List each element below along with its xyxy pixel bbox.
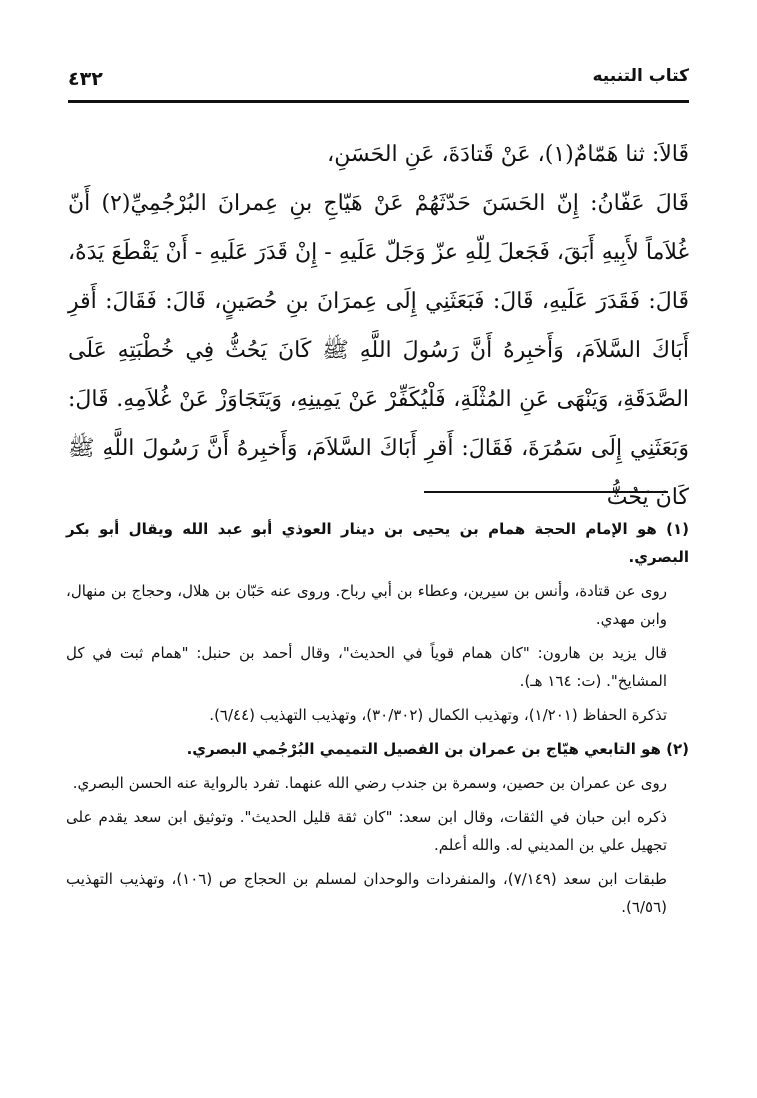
header-rule — [68, 100, 689, 103]
footnote-2-heading: (٢) هو التابعي هيّاج بن عمران بن الفصيل التميمي البُرْجُمي البصري. — [186, 740, 689, 758]
footnote-2-paragraph: روى عن عمران بن حصين، وسمرة بن جندب رضي الله عنهما. تفرد بالرواية عنه الحسن البصري. — [72, 774, 667, 792]
book-title: كتاب التنبيه — [592, 66, 689, 86]
footnote-1-heading: (١) هو الإمام الحجة همام بن يحيى بن دينار العوذي أبو عبد الله ويقال أبو بكر البصري. — [66, 520, 689, 566]
footnote-1-sources: تذكرة الحفاظ (١/٢٠١)، وتهذيب الكمال (٣٠/٣٠٢)، وتهذيب التهذيب (٦/٤٤). — [209, 706, 667, 724]
main-paragraph-1: قَالاَ: ثنا هَمّامٌ(١)، عَنْ قَتادَةَ، عَنِ الحَسَنِ، — [327, 142, 689, 167]
page-number: ٤٣٢ — [68, 68, 103, 90]
footnote-1-paragraph: قال يزيد بن هارون: "كان همام قوياً في الحديث"، وقال أحمد بن حنبل: "همام ثبت في كل المشايخ". (ت: ١٦٤ هـ). — [66, 644, 667, 690]
footnote-rule — [424, 491, 668, 493]
main-text — [68, 130, 689, 522]
footnote-2-paragraph: ذكره ابن حبان في الثقات، وقال ابن سعد: "كان ثقة قليل الحديث". وتوثيق ابن سعد يقدم على تجهيل علي بن المديني له. والله أعلم. — [66, 808, 667, 854]
page-header — [68, 62, 689, 96]
footnote-1-paragraph: روى عن قتادة، وأنس بن سيرين، وعطاء بن أبي رباح. وروى عنه حَبّان بن هلال، وحجاج بن منهال، وابن مهدي. — [66, 582, 667, 628]
main-paragraph-2: قَالَ عَفّانُ: إِنّ الحَسَنَ حَدّثَهُمْ عَنْ هَيّاجِ بنِ عِمرانَ البُرْجُمِيِّ(٢) أَنّ غُلاَماً لأَبِيهِ أَبَقَ، فَجَعلَ لِلّهِ عزّ وَجَلّ عَلَيهِ - إِنْ قَدَرَ عَلَيهِ - أَنْ يَقْطَعَ يَدَهُ، قَالَ: فَقَدَرَ عَلَيهِ، قَالَ: فَبَعَثَنِي إِلَى عِمرَانَ بنِ حُصَينٍ، قَالَ: فَقَالَ: أَقرِ أَبَاكَ السَّلاَمَ، وَأَخبِرهُ أَنَّ رَسُولَ اللَّهِ ﷺ كَانَ يَحُثُّ فِي خُطْبَتِهِ عَلَى الصَّدَقَةِ، وَيَنْهَى عَنِ المُثْلَةِ، فَلْيُكَفِّرْ عَنْ يَمِينِهِ، وَيَتَجَاوَزْ عَنْ غُلاَمِهِ. قَالَ: وَبَعَثَنِي إِلَى سَمُرَةَ، فَقَالَ: أَقرِ أَبَاكَ السَّلاَمَ، وَأَخبِرهُ أَنَّ رَسُولَ اللَّهِ ﷺ كَانَ يَحُثُّ — [68, 191, 689, 510]
footnotes — [66, 515, 689, 921]
footnote-2-sources: طبقات ابن سعد (٧/١٤٩)، والمنفردات والوحدان لمسلم بن الحجاج ص (١٠٦)، وتهذيب التهذيب (٦/٥٦). — [66, 870, 667, 916]
